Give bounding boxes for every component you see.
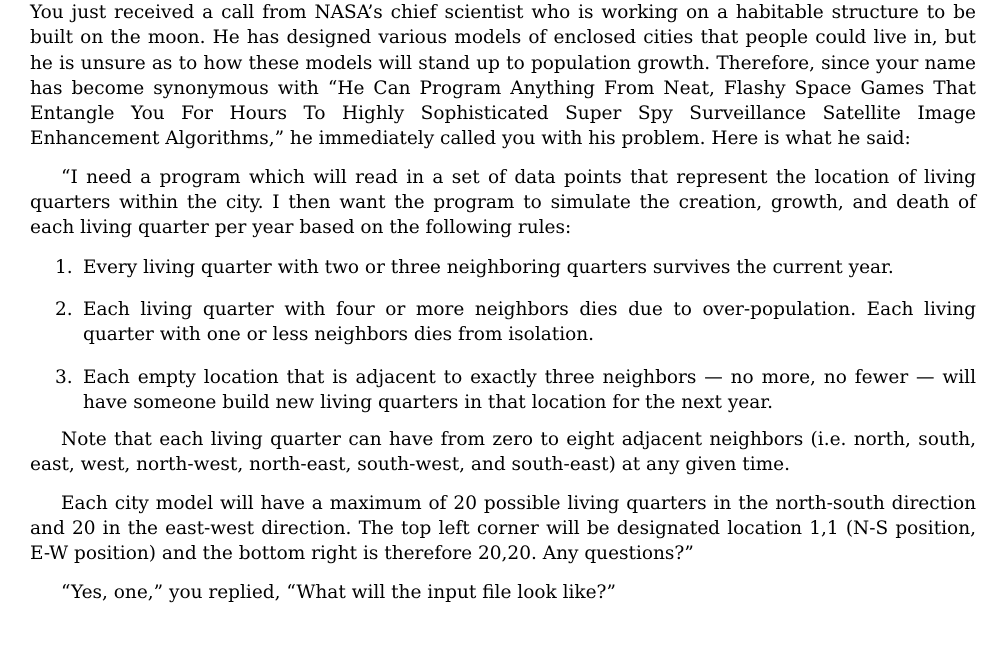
rules-list — [30, 255, 976, 415]
rule-text: Every living quarter with two or three neighboring quarters survives the current year. — [83, 256, 894, 278]
rule-text: Each living quarter with four or more neighbors dies due to over-population. Each living quarter with one or less neighbors dies from isolation. — [83, 298, 976, 346]
rule-item — [30, 255, 976, 280]
document-body — [30, 0, 976, 605]
rule-item — [30, 365, 976, 416]
rule-item — [30, 297, 976, 348]
rule-text: Each empty location that is adjacent to exactly three neighbors — no more, no fewer — will have someone build new living quarters in that location for the next year. — [83, 366, 976, 413]
request-paragraph: “I need a program which will read in a set of data points that represent the location of living quarters within the city. I then want the program to simulate the creation, growth, and death of each living quarter per year based on the following rules: — [30, 166, 976, 239]
rule-number: 3. — [55, 366, 73, 388]
rule-number: 2. — [55, 298, 73, 320]
grid-description-paragraph: Each city model will have a maximum of 20 possible living quarters in the north-south direction and 20 in the east-west direction. The top left corner will be designated location 1,1 (N-S position, E-W position) and the bottom right is therefore 20,20. Any questions?” — [30, 492, 976, 565]
note-paragraph: Note that each living quarter can have from zero to eight adjacent neighbors (i.e. north, south, east, west, north-west, north-east, south-west, and south-east) at any given time. — [30, 429, 976, 476]
reply-paragraph: “Yes, one,” you replied, “What will the input file look like?” — [61, 581, 616, 603]
intro-paragraph: You just received a call from NASA’s chief scientist who is working on a habitable structure to be built on the moon. He has designed various models of enclosed cities that people could live in, but he is unsure as to how these models will stand up to population growth. Therefore, since your name has become synonymous with “He Can Program Anything From Neat, Flashy Space Games That Entangle You For Hours To Highly Sophisticated Super Spy Surveillance Satellite Image Enhancement Algorithms,” he immediately called you with his problem. Here is what he said: — [30, 2, 976, 150]
rule-number: 1. — [55, 256, 73, 278]
